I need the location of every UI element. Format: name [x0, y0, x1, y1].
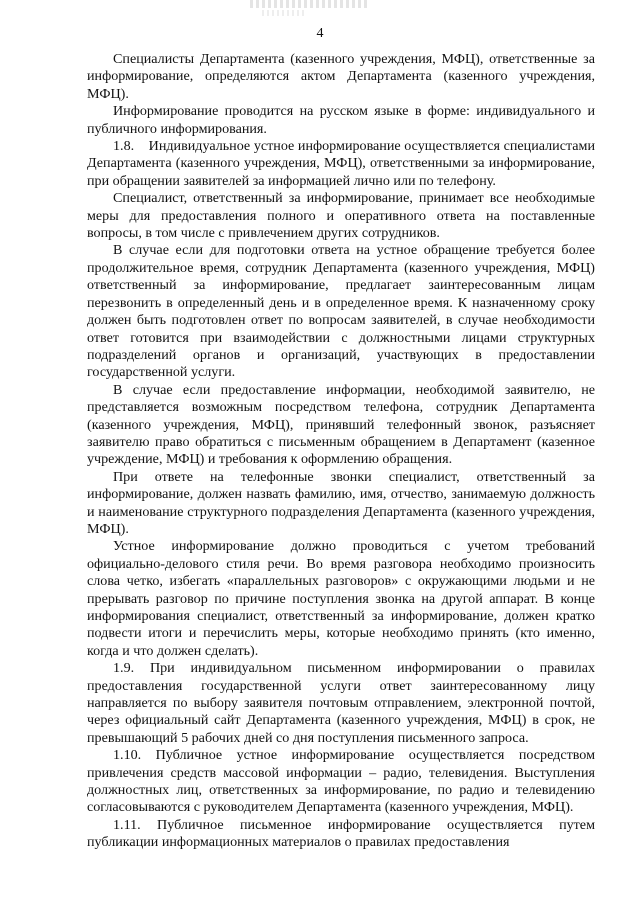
paragraph-phone-answer: При ответе на телефонные звонки специалист, ответственный за информирование, должен назвать фамилию, имя, отчество, занимаемую должность и наименование структурного подразделения Департамента (казенного учреждения, МФЦ). [87, 468, 595, 537]
paragraph-specialists-defined: Специалисты Департамента (казенного учреждения, МФЦ), ответственные за информирование, определяются актом Департамента (казенного учреждения, МФЦ). [87, 51, 595, 102]
paragraph-oral-style: Устное информирование должно проводиться с учетом требований официально-делового стиля речи. Во время разговора необходимо произносить слова четко, избегать «параллельных разговоров» с окружающими людьми и не прерывать разговор по причине поступления звонка на другой аппарат. В конце информирования специалист, ответственный за информирование, должен кратко подвести итоги и перечислить меры, которые необходимо принять (кто именно, когда и что должен сделать). [87, 538, 595, 659]
paragraph-longer-preparation: В случае если для подготовки ответа на устное обращение требуется более продолжительное время, сотрудник Департамента (казенного учреждения, МФЦ) ответственный за информирование, предлагает заинтересованным лицам перезвонить в определенный день и в определенное время. К назначенному сроку должен быть подготовлен ответ по вопросам заявителей, в случае необходимости ответ готовится при взаимодействии с должностными лицами структурных подразделений органов и организаций, участвующих в предоставлении государственной услуги. [87, 242, 595, 381]
paragraph-specialist-measures: Специалист, ответственный за информирование, принимает все необходимые меры для предоставления полного и оперативного ответа на поставленные вопросы, в том числе с привлечением других сотрудников. [87, 190, 595, 242]
paragraph-1-8-individual-oral: 1.8. Индивидуальное устное информирование осуществляется специалистами Департамента (казенного учреждения, МФЦ), ответственными за информирование, при обращении заявителей за информацией лично или по телефону. [87, 138, 595, 189]
paragraph-language-and-forms: Информирование проводится на русском языке в форме: индивидуального и публичного информирования. [87, 103, 595, 137]
paragraph-phone-not-possible: В случае если предоставление информации, необходимой заявителю, не представляется возможным посредством телефона, сотрудник Департамента (казенного учреждения, МФЦ), принявший телефонный звонок, разъясняет заявителю право обратиться с письменным обращением в Департамент (казенное учреждение, МФЦ) и требования к оформлению обращения. [87, 381, 595, 468]
page-number: 4 [316, 26, 324, 41]
scan-artifact [250, 0, 370, 8]
paragraph-1-9-written: 1.9. При индивидуальном письменном информировании о правилах предоставления государственной услуги ответ заинтересованному лицу направляется по выбору заявителя почтовым отправлением, электронной почтой, через официальный сайт Департамента (казенного учреждения, МФЦ) в срок, не превышающий 5 рабочих дней со дня поступления письменного запроса. [87, 660, 595, 746]
document-body [87, 51, 595, 852]
scan-artifact [262, 10, 304, 16]
paragraph-1-11-public-written: 1.11. Публичное письменное информирование осуществляется путем публикации информационных материалов о правилах предоставления [87, 816, 595, 851]
paragraph-1-10-public-oral: 1.10. Публичное устное информирование осуществляется посредством привлечения средств массовой информации – радио, телевидения. Выступления должностных лиц, ответственных за информирование, по радио и телевидению согласовываются с руководителем Департамента (казенного учреждения, МФЦ). [87, 747, 595, 816]
